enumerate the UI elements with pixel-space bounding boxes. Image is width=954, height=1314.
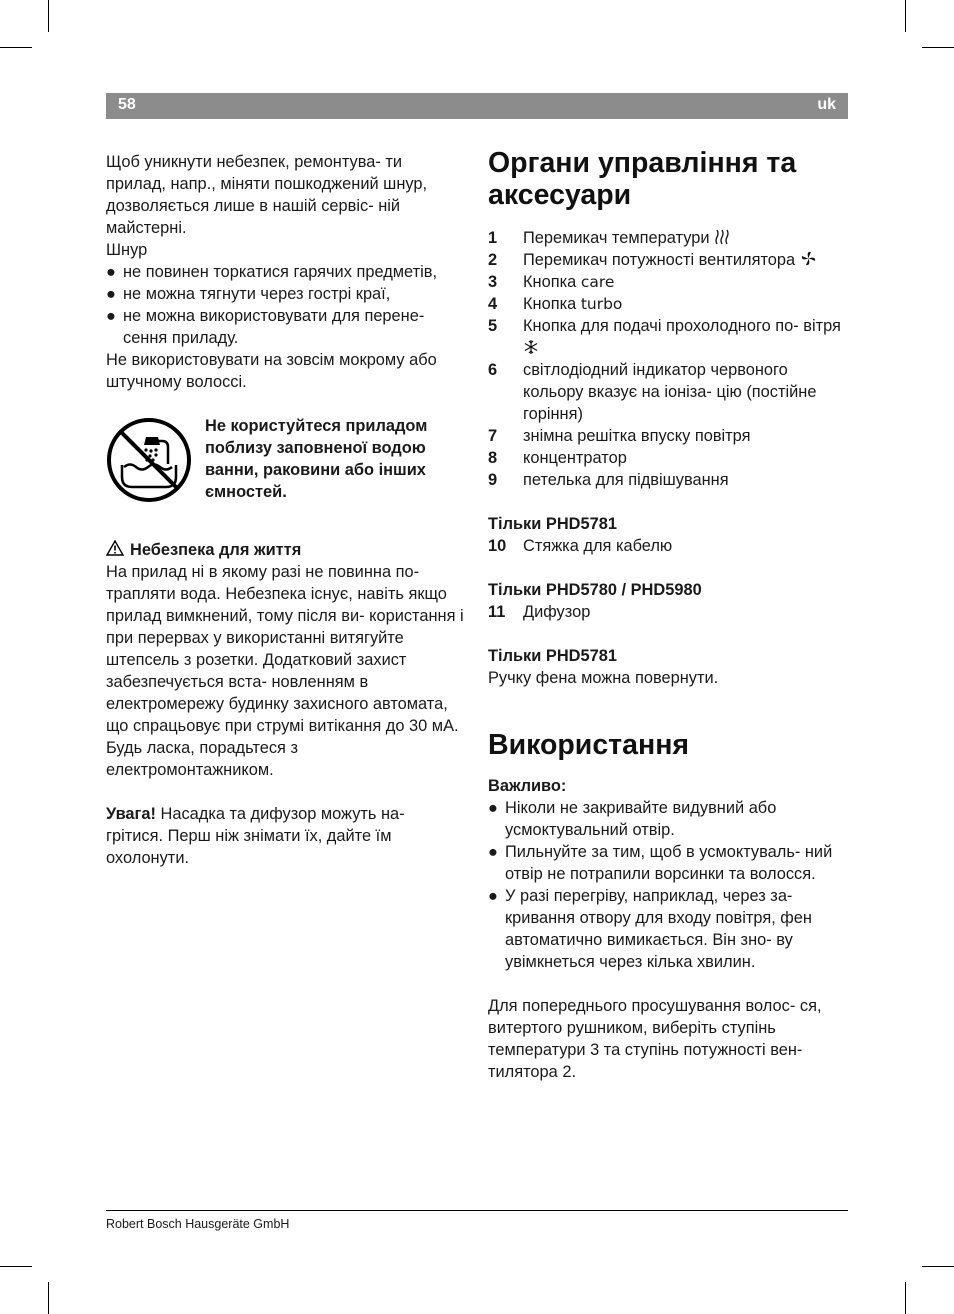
rotate-handle-paragraph: Ручку фена можна повернути. [488, 669, 719, 687]
snowflake-icon [523, 339, 539, 355]
list-item: 5 Кнопка для подачі прохолодного по- вітря [488, 315, 848, 359]
list-item: ● не можна тягнути через гострі краї, [106, 285, 391, 303]
usage-heading: Використання [488, 729, 690, 761]
controls-list [488, 227, 848, 491]
crop-mark [48, 0, 49, 32]
heat-waves-icon [714, 229, 730, 245]
list-item: 6 світлодіодний індикатор червоного кольору вказує на іоніза- цію (постійне горіння) [488, 361, 817, 423]
list-item: 4 Кнопка turbo [488, 295, 623, 313]
turbo-label: turbo [580, 295, 623, 313]
care-label: care [580, 273, 615, 291]
list-item: 9 петелька для підвішування [488, 471, 729, 489]
page-number: 58 [118, 96, 136, 113]
list-item: 2 Перемикач потужності вентилятора [488, 249, 848, 271]
list-item: ● не повинен торкатися гарячих предметів, [106, 263, 438, 281]
footer-company: Robert Bosch Hausgeräte GmbH [106, 1217, 290, 1231]
crop-mark [0, 47, 32, 48]
footer-divider [106, 1210, 848, 1211]
list-item: ● Пильнуйте за тим, щоб в усмоктуваль- ний отвір не потрапили ворсинки та волосся. [488, 843, 833, 883]
model-subheading: Тільки PHD5781 [488, 647, 617, 665]
crop-mark [922, 1266, 954, 1267]
danger-paragraph: На прилад ні в якому разі не повинна по- трапляти вода. Небезпека існує, навіть якщо прилад вимкнений, тому після ви- користання і при перервах у використанні витягуйте штепсель з розетки. Додатковий захист забезпечується вста- новленням в електромережу будинку захисного автомата, що спрацьовує при струмі витікання до 30 мА. Будь ласка, порадьтеся з електромонтажником. [106, 563, 464, 779]
no-water-bath-icon [106, 417, 192, 503]
crop-mark [0, 1266, 32, 1267]
left-column [106, 151, 466, 869]
crop-mark [905, 1282, 906, 1314]
predry-paragraph: Для попереднього просушування волос- ся, витертого рушником, виберіть ступінь температури 3 та ступінь потужності вен- тилятора 2. [488, 997, 822, 1081]
crop-mark [905, 0, 906, 32]
model-subheading: Тільки PHD5781 [488, 515, 617, 533]
attention-paragraph: Увага! Насадка та дифузор можуть на- грітися. Перш ніж знімати їх, дайте їм охолонути. [106, 805, 405, 867]
language-code: uk [817, 96, 836, 113]
water-warning-box [106, 417, 466, 507]
controls-heading: Органи управління та аксесуари [488, 147, 797, 211]
danger-heading: Небезпека для життя [106, 539, 466, 561]
list-item: 8 концентратор [488, 449, 627, 467]
warning-triangle-icon [106, 540, 124, 556]
wet-hair-paragraph: Не використовувати на зовсім мокрому або штучному волоссі. [106, 351, 437, 391]
water-warning-text: Не користуйтеся приладом поблизу заповненої водою ванни, раковини або інших ємностей. [205, 417, 428, 501]
important-label: Важливо: [488, 777, 567, 795]
crop-mark [48, 1282, 49, 1314]
fan-icon [800, 250, 817, 267]
page-header-bar [106, 93, 848, 119]
right-column [488, 147, 848, 1083]
list-item: ● Ніколи не закривайте видувний або усмоктувальний отвір. [488, 799, 777, 839]
crop-mark [922, 47, 954, 48]
model-subheading: Тільки PHD5780 / PHD5980 [488, 581, 702, 599]
list-item: 11 Дифузор [488, 603, 591, 621]
list-item: ● не можна використовувати для перене- сення приладу. [106, 307, 425, 347]
list-item: 1 Перемикач температури [488, 227, 848, 249]
list-item: 3 Кнопка care [488, 273, 615, 291]
list-item: ● У разі перегріву, наприклад, через за- кривання отвору для входу повітря, фен автоматично вимикається. Він зно- ву увімкнеться через кілька хвилин. [488, 887, 812, 971]
list-item: 7 знімна решітка впуску повітря [488, 427, 751, 445]
cord-label: Шнур [106, 241, 148, 259]
list-item: 10 Стяжка для кабелю [488, 537, 673, 555]
repair-paragraph: Щоб уникнути небезпек, ремонтува- ти прилад, напр., міняти пошкоджений шнур, дозволяється лише в нашій сервіс- ній майстерні. [106, 153, 428, 237]
